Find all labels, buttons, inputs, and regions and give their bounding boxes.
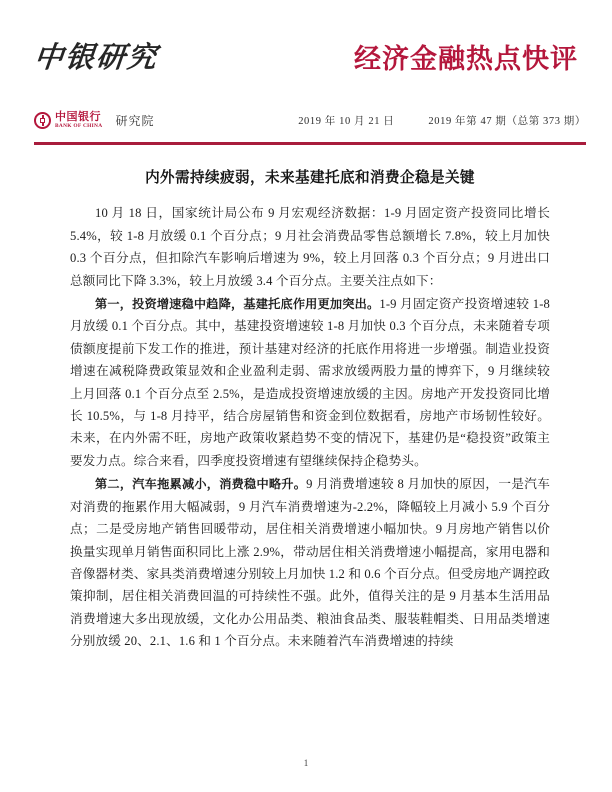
brand-calligraphy-logo: 中银研究 bbox=[32, 42, 160, 74]
document-content bbox=[70, 160, 550, 654]
header-divider bbox=[34, 142, 586, 145]
paragraph-point-two bbox=[70, 473, 550, 652]
masthead-row bbox=[34, 44, 586, 73]
brand-block bbox=[34, 44, 284, 73]
page-number: 1 bbox=[303, 758, 309, 768]
paragraph-lead-bold: 第一，投资增速稳中趋降，基建托底作用更加突出。 bbox=[95, 297, 380, 312]
paragraph-text: 10 月 18 日，国家统计局公布 9 月宏观经济数据：1-9 月固定资产投资同比增长 5.4%，较 1-8 月放缓 0.1 个百分点；9 月社会消费品零售总额增长 7.8%，较上月加快 0.3 个百分点，但扣除汽车影响后增速为 9%，较上月回落 0.3 个百分点；9 月进出口总额同比下降 3.3%，较上月放缓 3.4 个百分点。主要关注点如下： bbox=[70, 206, 550, 288]
boc-wordmark bbox=[55, 112, 102, 129]
bank-of-china-logo bbox=[34, 112, 154, 129]
paragraph-point-one bbox=[70, 293, 550, 472]
page-title: 内外需持续疲弱，未来基建托底和消费企稳是关键 bbox=[145, 169, 475, 186]
publication-date: 2019 年 10 月 21 日 bbox=[298, 116, 395, 127]
masthead bbox=[0, 0, 612, 96]
paragraph-lead-bold: 第二，汽车拖累减小，消费稳中略升。 bbox=[95, 477, 307, 492]
boc-emblem-icon bbox=[34, 112, 51, 129]
journal-title: 经济金融热点快评 bbox=[354, 44, 578, 75]
paragraph-text: 1-9 月固定资产投资增速较 1-8 月放缓 0.1 个百分点。其中，基建投资增速较 1-8 月加快 0.3 个百分点，未来随着专项债额度提前下发工作的推进，预计基建对经济的托底作用将进一步增强。制造业投资增速在减税降费政策显效和企业盈利走弱、需求放缓两股力量的博弈下，9 月继续较上月回落 0.1 个百分点至 2.5%，是造成投资增速放缓的主因。房地产开发投资同比增长 10.5%，与 1-8 月持平，结合房屋销售和资金到位数据看，房地产市场韧性较好。未来，在内外需不旺，房地产政策收紧趋势不变的情况下，基建仍是“稳投资”政策主要发力点。综合来看，四季度投资增速有望继续保持企稳势头。 bbox=[70, 297, 551, 468]
boc-name-cn: 中国银行 bbox=[55, 111, 101, 123]
boc-name-en: BANK OF CHINA bbox=[55, 123, 103, 129]
issue-number: 2019 年第 47 期（总第 373 期） bbox=[428, 116, 586, 127]
paragraph-text: 9 月消费增速较 8 月加快的原因，一是汽车对消费的拖累作用大幅减弱，9 月汽车消费增速为-2.2%，降幅较上月减小 5.9 个百分点；二是受房地产销售回暖带动，居住相关消费增速小幅加快。9 月房地产销售以价换量实现单月销售面积同比上涨 2.9%，带动居住相关消费增速小幅提高，家用电器和音像器材类、家具类消费增速分别较上月加快 1.2 和 0.6 个百分点。但受房地产调控政策抑制，居住相关消费回温的可持续性不强。此外，值得关注的是 9 月基本生活用品消费增速大多出现放缓，文化办公用品类、粮油食品类、服装鞋帽类、日用品类增速分别放缓 20、2.1、1.6 和 1 个百分点。未来随着汽车消费增速的持续 bbox=[70, 477, 551, 649]
paragraph-intro bbox=[70, 202, 550, 292]
institute-label: 研究院 bbox=[115, 114, 155, 129]
issue-info bbox=[298, 113, 586, 128]
